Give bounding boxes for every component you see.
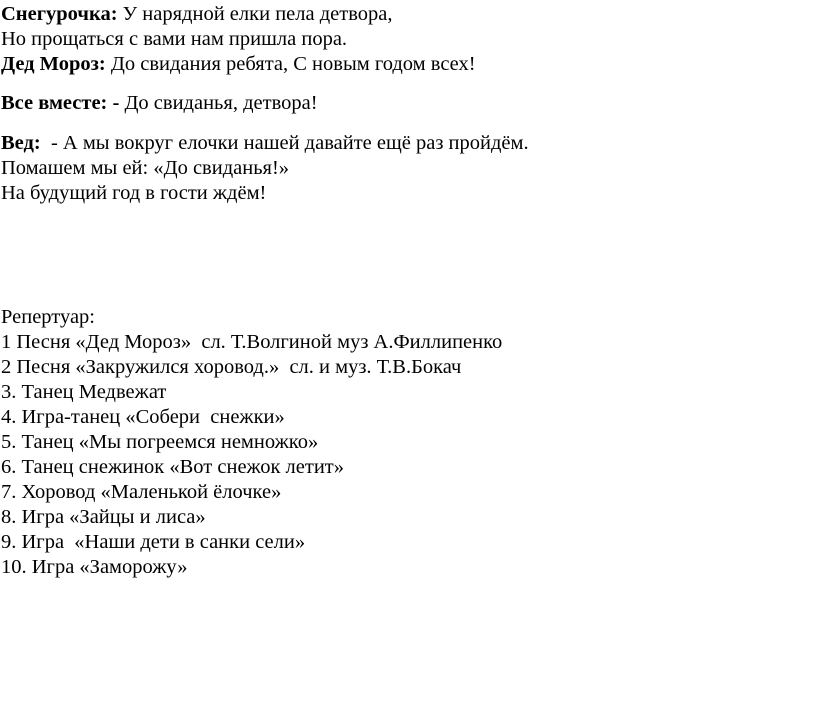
ved-line-3: На будущий год в гости ждём!: [1, 182, 267, 204]
repertoire-item: 5. Танец «Мы погреемся немножко»: [1, 431, 319, 453]
repertoire-item: 6. Танец снежинок «Вот снежок летит»: [1, 456, 344, 478]
repertoire-item: 8. Игра «Зайцы и лиса»: [1, 506, 206, 528]
ded-moroz-text: До свидания ребята, С новым годом всех!: [105, 53, 476, 75]
repertoire-item: 4. Игра-танец «Собери снежки»: [1, 406, 285, 428]
ded-moroz-line: [1, 52, 476, 77]
snegurochka-text-1: У нарядной елки пела детвора,: [117, 3, 393, 25]
snegurochka-line-2: Но прощаться с вами нам пришла пора.: [1, 28, 348, 50]
speaker-ded-moroz: Дед Мороз:: [1, 53, 106, 75]
repertoire-item: 7. Хоровод «Маленькой ёлочке»: [1, 481, 282, 503]
all-together-line: [1, 91, 318, 116]
repertoire-item: 3. Танец Медвежат: [1, 381, 167, 403]
ved-line-2: Помашем мы ей: «До свиданья!»: [1, 157, 290, 179]
ved-line-1: [1, 131, 529, 156]
repertoire-item: 10. Игра «Заморожу»: [1, 556, 188, 578]
speaker-snegurochka: Снегурочка:: [1, 3, 118, 25]
repertoire-item: 2 Песня «Закружился хоровод.» сл. и муз. Т.В.Бокач: [1, 356, 462, 378]
snegurochka-line-1: [1, 2, 392, 27]
ved-text-1: - А мы вокруг елочки нашей давайте ещё раз пройдём.: [40, 132, 529, 154]
repertoire-item: 1 Песня «Дед Мороз» сл. Т.Волгиной муз А.Филлипенко: [1, 331, 503, 353]
repertoire-item: 9. Игра «Наши дети в санки сели»: [1, 531, 306, 553]
speaker-all-together: Все вместе: -: [1, 92, 120, 114]
all-together-text: До свиданья, детвора!: [119, 92, 318, 114]
speaker-ved: Вед:: [1, 132, 41, 154]
repertoire-heading: Репертуар:: [1, 306, 95, 328]
